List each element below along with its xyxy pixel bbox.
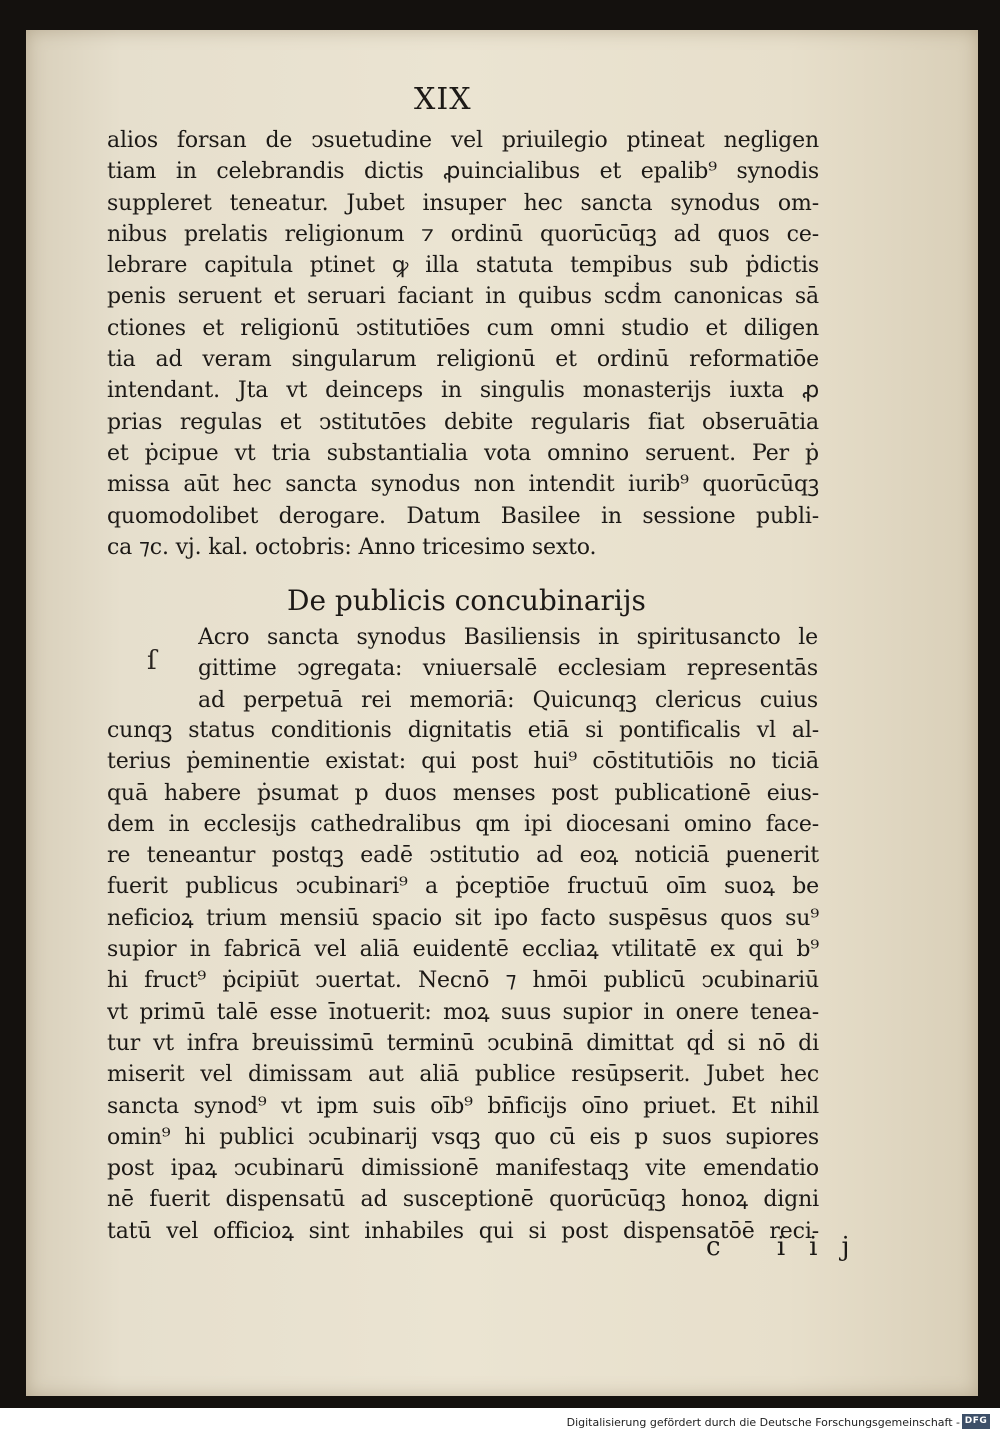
- text-line: tur vt infra breuissimū terminū ↄcubinā dimittat qḋ si nō di: [107, 1030, 819, 1056]
- signature-mark: c iij: [706, 1232, 874, 1262]
- text-block-indented: [198, 622, 818, 716]
- text-line: ca ⁊c. vj. kal. octobris: Anno tricesimo sexto.: [107, 534, 597, 560]
- text-line: sancta synod⁹ vt ipm suis oīb⁹ bn̄ficijs oīno priuet. Et nihil: [107, 1093, 819, 1119]
- text-line: prias regulas et ↄstitutōes debite regularis fiat obseruātia: [107, 409, 819, 435]
- text-line: tia ad veram singularum religionū et ordinū reformatiōe: [107, 347, 819, 373]
- text-line: alios forsan de ↄsuetudine vel priuilegio ptineat negligen: [107, 128, 819, 153]
- text-block-first: [107, 125, 819, 563]
- text-line: quā habere ṗsumat p duos menses post publicationē eius-: [107, 780, 819, 806]
- folio-number: XIX: [414, 82, 472, 117]
- text-line: et ṗcipue vt tria substantialia vota omnino seruent. Per ṗ: [107, 440, 819, 466]
- text-line: gittime ↄgregata: vniuersalē ecclesiam representās: [198, 656, 818, 682]
- text-block-second: [107, 715, 819, 1247]
- text-line: post ipaꝝ ↄcubinarū dimissionē manifestaqꝫ vite emendatio: [107, 1156, 819, 1182]
- dfg-logo[interactable]: DFG: [962, 1414, 990, 1429]
- text-line: quomodolibet derogare. Datum Basilee in sessione publi-: [107, 503, 819, 529]
- text-line: neficioꝝ trium mensiū spacio sit ipo facto suspēsus quos su⁹: [107, 905, 819, 931]
- text-line: nē fuerit dispensatū ad susceptionē quorūcūqꝫ honoꝝ digni: [107, 1187, 819, 1213]
- text-line: dem in ecclesijs cathedralibus qm ipi diocesani omino face-: [107, 811, 819, 837]
- text-line: cunqꝫ status conditionis dignitatis etiā si pontificalis vl al-: [107, 718, 819, 743]
- text-line: suppleret teneatur. Jubet insuper hec sancta synodus om-: [107, 190, 819, 216]
- text-line: penis seruent et seruari faciant in quibus scḋm canonicas sā: [107, 284, 819, 310]
- initial-guide-letter: ſ: [147, 646, 157, 676]
- funding-credit: Digitalisierung gefördert durch die Deutsche Forschungsgemeinschaft -: [566, 1416, 960, 1429]
- text-line: omin⁹ hi publici ↄcubinarij vsqꝫ quo cū eis p suos supiores: [107, 1124, 819, 1150]
- text-line: terius ṗeminentie existat: qui post hui⁹ cōstitutiōis no ticiā: [107, 749, 819, 775]
- text-line: lebrare capitula ptinet ꝙ illa statuta tempibus sub ṗdictis: [107, 253, 819, 279]
- text-line: Acro sancta synodus Basiliensis in spiritusancto le: [198, 625, 818, 650]
- text-line: intendant. Jta vt deinceps in singulis monasterijs iuxta ꝓ: [107, 378, 819, 404]
- text-line: missa aūt hec sancta synodus non intendit iurib⁹ quorūcūqꝫ: [107, 472, 819, 498]
- text-line: fuerit publicus ↄcubinari⁹ a ṗceptiōe fructuū oīm suoꝝ be: [107, 874, 819, 900]
- text-line: re teneantur postqꝫ eadē ↄstitutio ad eoꝝ noticiā ꝑuenerit: [107, 843, 819, 869]
- text-line: tiam in celebrandis dictis ꝓuincialibus et epalib⁹ synodis: [107, 159, 819, 185]
- text-line: ctiones et religionū ↄstitutiōes cum omni studio et diligen: [107, 315, 819, 341]
- text-line: supior in fabricā vel aliā euidentē eccliaꝝ vtilitatē ex qui b⁹: [107, 937, 819, 963]
- section-heading: De publicis concubinarijs: [287, 584, 646, 617]
- text-line: nibus prelatis religionum ⁊ ordinū quorūcūqꝫ ad quos ce-: [107, 221, 819, 247]
- text-line: vt primū talē esse īnotuerit: moꝝ suus supior in onere tenea-: [107, 999, 819, 1025]
- text-line: tatū vel officioꝝ sint inhabiles qui si post dispensatōē reci-: [107, 1218, 819, 1244]
- text-line: miserit vel dimissam aut aliā publice resūpserit. Jubet hec: [107, 1062, 819, 1088]
- text-line: hi fruct⁹ ṗcipiūt ↄuertat. Necnō ⁊ hmōi publicū ↄcubinariū: [107, 968, 819, 994]
- text-line: ad perpetuā rei memoriā: Quicunqꝫ clericus cuius: [198, 687, 818, 713]
